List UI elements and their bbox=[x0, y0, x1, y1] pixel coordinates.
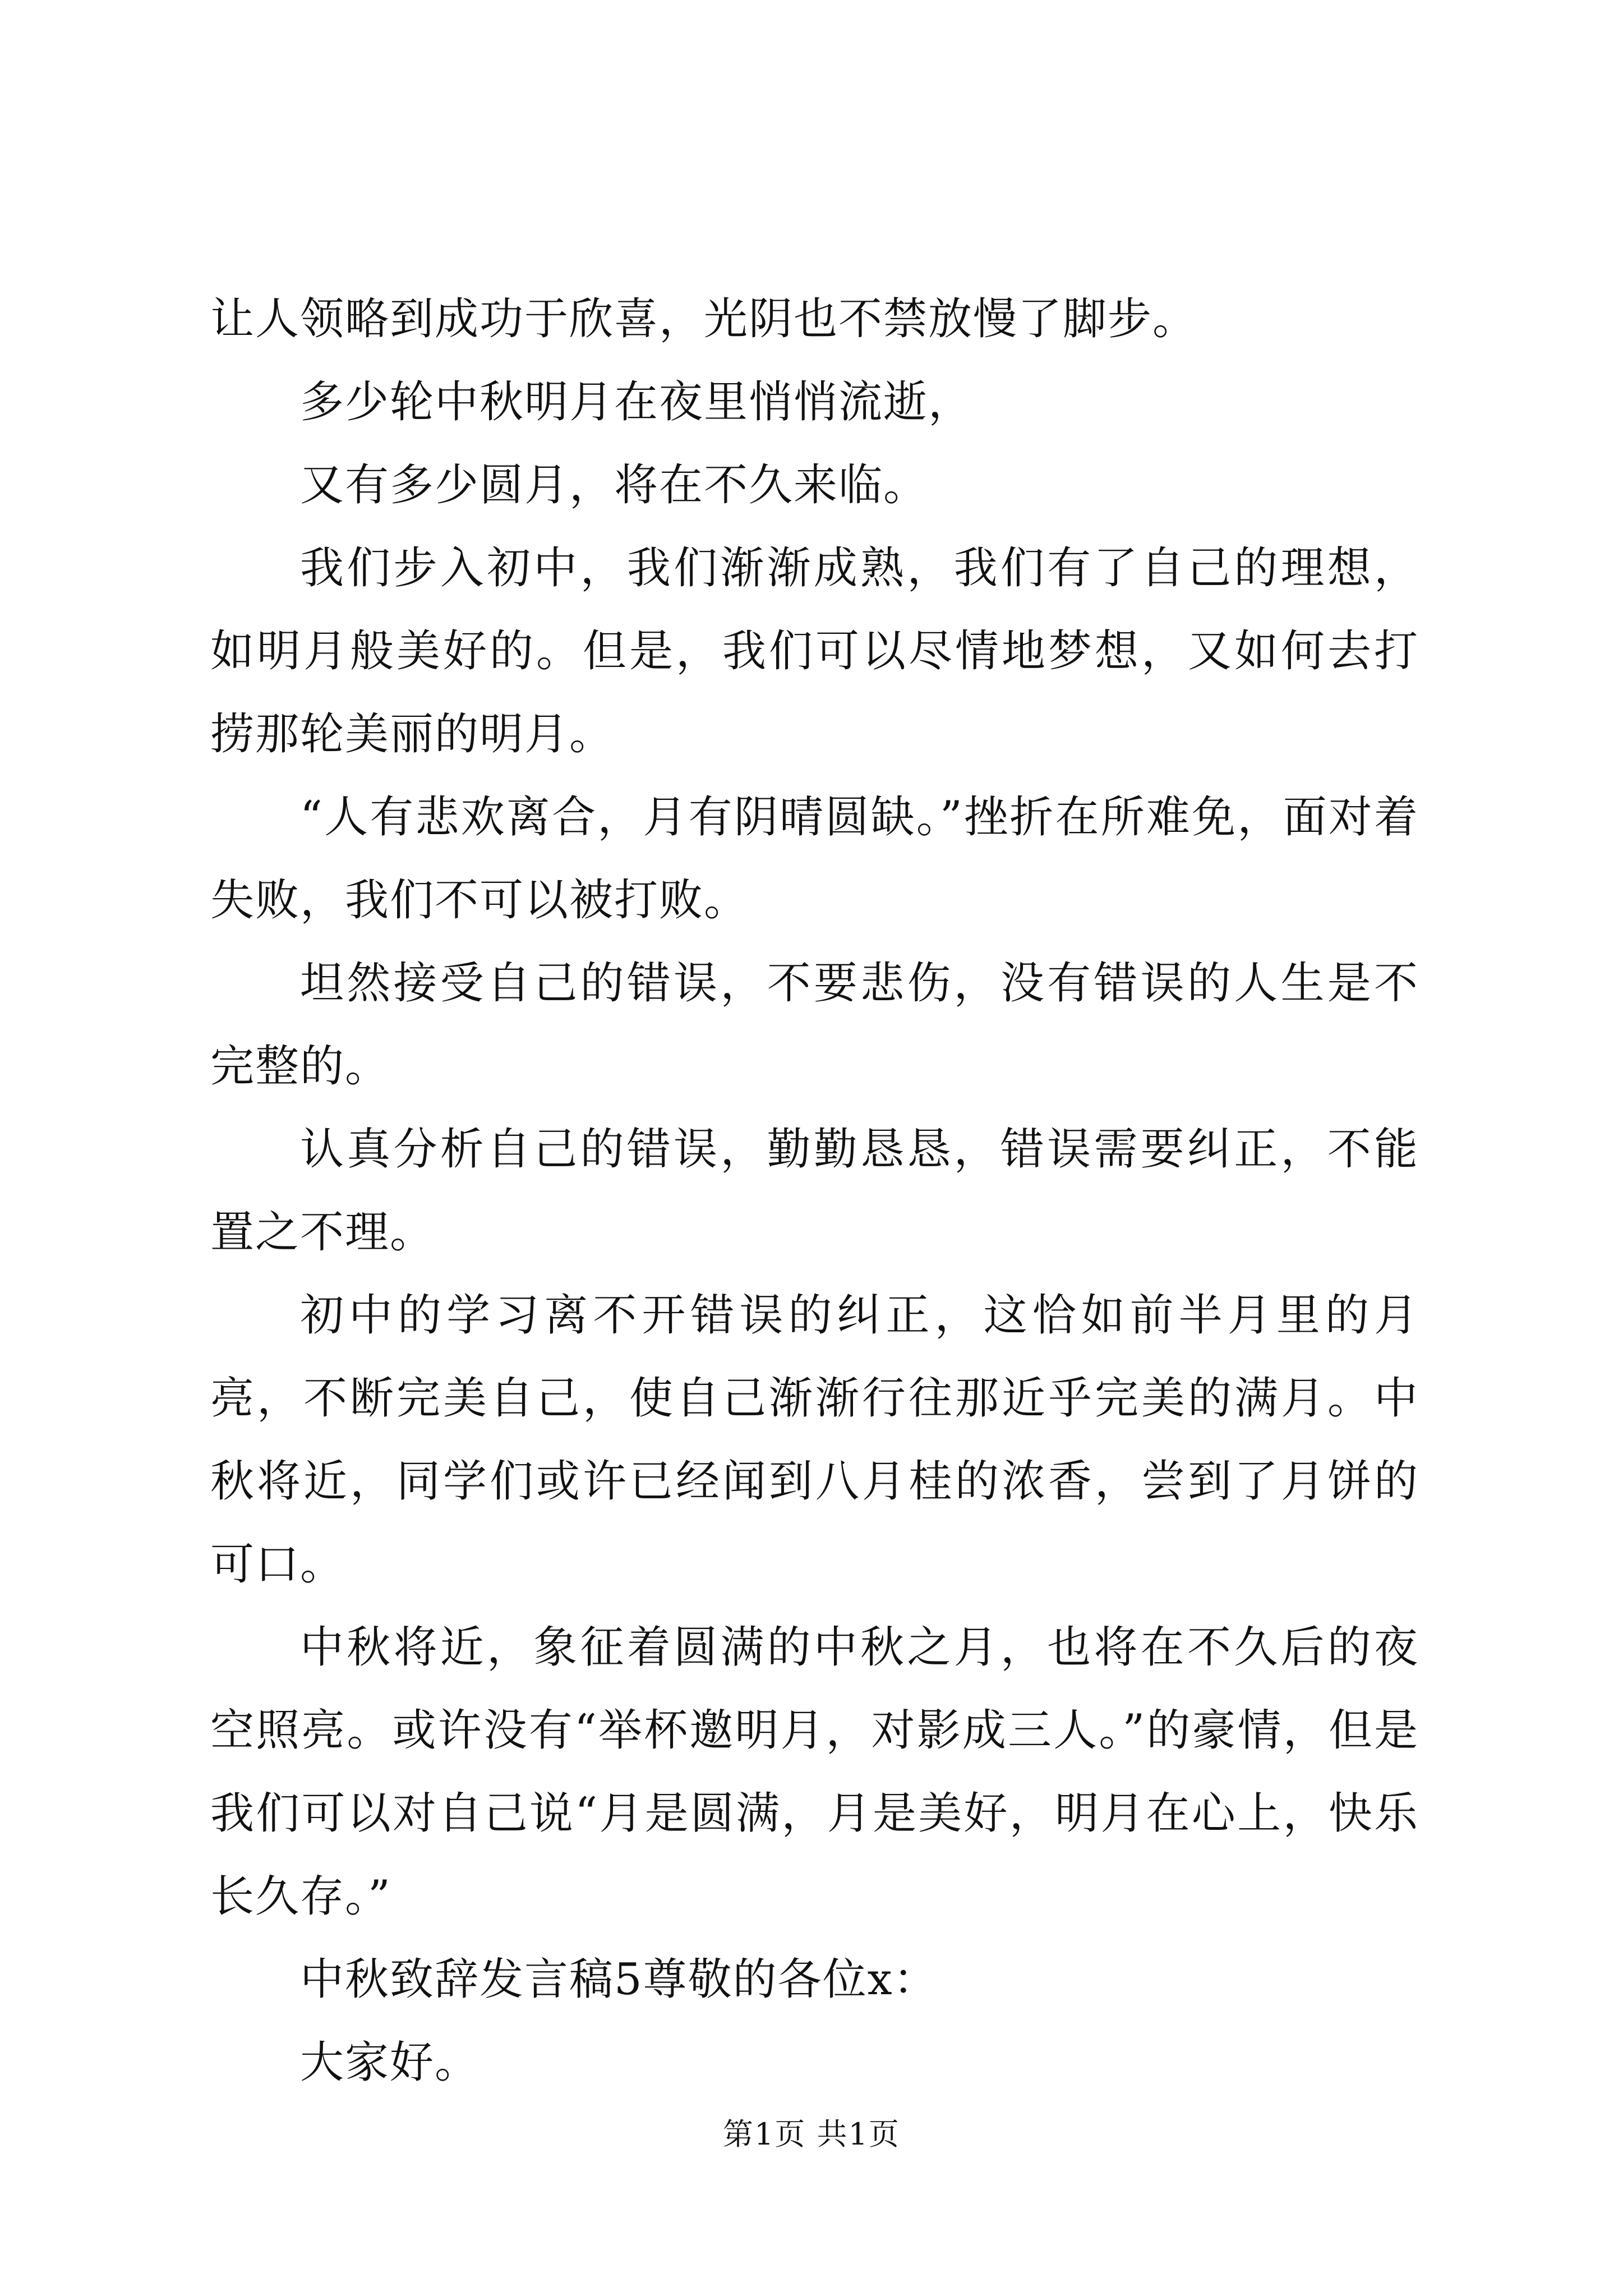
paragraph-9: 中秋将近，象征着圆满的中秋之月，也将在不久后的夜空照亮。或许没有“举杯邀明月，对影成三人。”的豪情，但是我们可以对自己说“月是圆满，月是美好，明月在心上，快乐长久存。” bbox=[210, 1622, 1419, 1922]
page-footer: 第1页 共1页 bbox=[723, 2116, 900, 2152]
document-body bbox=[210, 278, 1419, 2104]
paragraph-6: 坦然接受自己的错误，不要悲伤，没有错误的人生是不完整的。 bbox=[210, 958, 1419, 1092]
paragraph-11: 大家好。 bbox=[300, 2037, 480, 2088]
paragraph-8: 初中的学习离不开错误的纠正，这恰如前半月里的月亮，不断完美自己，使自己渐渐行往那近乎完美的满月。中秋将近，同学们或许已经闻到八月桂的浓香，尝到了月饼的可口。 bbox=[210, 1290, 1419, 1590]
paragraph-4: 我们步入初中，我们渐渐成熟，我们有了自己的理想，如明月般美好的。但是，我们可以尽情地梦想，又如何去打捞那轮美丽的明月。 bbox=[210, 543, 1419, 760]
paragraph-3: 又有多少圆月，将在不久来临。 bbox=[300, 460, 929, 510]
paragraph-2: 多少轮中秋明月在夜里悄悄流逝， bbox=[300, 377, 974, 427]
paragraph-5: “人有悲欢离合，月有阴晴圆缺。”挫折在所难免，面对着失败，我们不可以被打败。 bbox=[210, 792, 1419, 926]
paragraph-10: 中秋致辞发言稿5尊敬的各位x： bbox=[300, 1954, 938, 2005]
paragraph-7: 认真分析自己的错误，勤勤恳恳，错误需要纠正，不能置之不理。 bbox=[210, 1124, 1419, 1258]
paragraph-1: 让人领略到成功于欣喜，光阴也不禁放慢了脚步。 bbox=[210, 294, 1198, 344]
